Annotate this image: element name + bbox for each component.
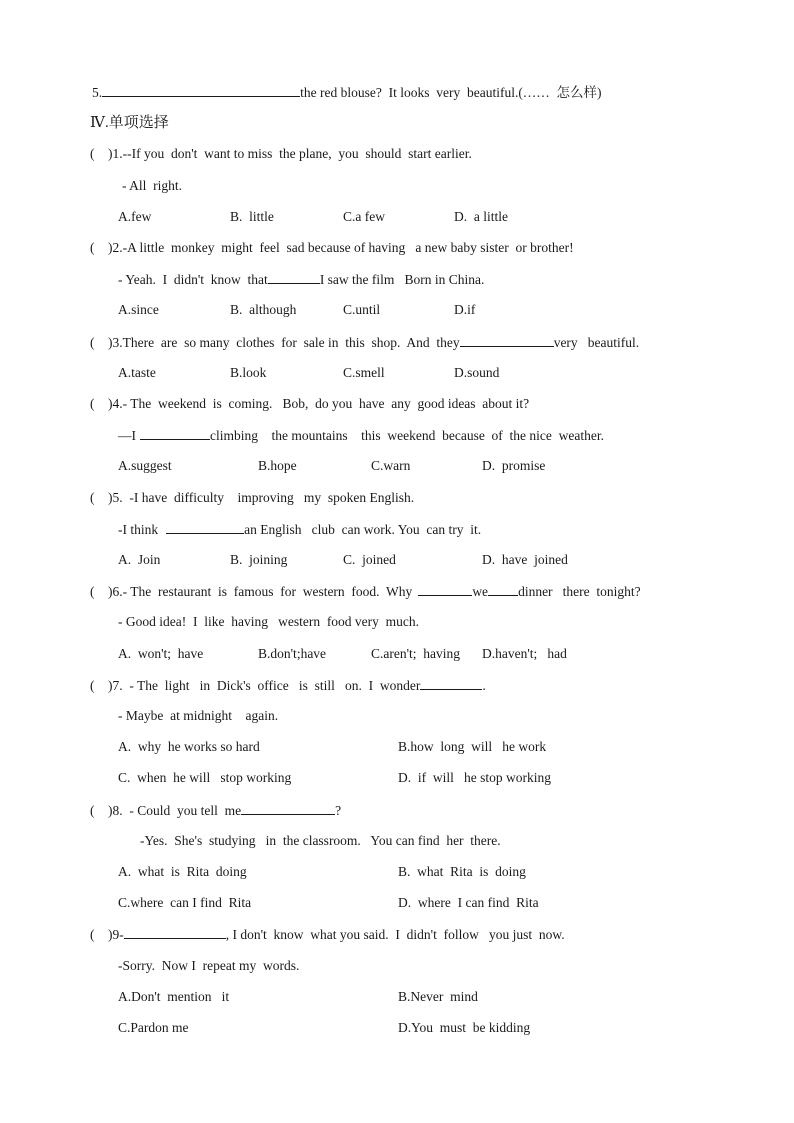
- option-d[interactable]: D.sound: [454, 365, 500, 380]
- answer-blank[interactable]: [268, 270, 320, 284]
- answer-paren[interactable]: ( ): [90, 678, 113, 693]
- answer-blank[interactable]: [418, 582, 472, 596]
- question-4-reply: [118, 426, 604, 445]
- option-d[interactable]: D.if: [454, 302, 476, 317]
- option-a[interactable]: A.taste: [118, 365, 156, 380]
- option-d[interactable]: D.You must be kidding: [398, 1020, 531, 1035]
- answer-paren[interactable]: ( ): [90, 803, 113, 818]
- question-text: 1.--If you don't want to miss the plane, you should start earlier.: [112, 146, 472, 161]
- question-text-after: .: [482, 678, 486, 693]
- section-title: Ⅳ.单项选择: [90, 115, 169, 131]
- option-a[interactable]: A. why he works so hard: [118, 739, 260, 754]
- option-b[interactable]: B.Never mind: [398, 989, 478, 1004]
- option-d[interactable]: D.haven't; had: [482, 646, 567, 661]
- question-6-reply: - Good idea! I like having western food very much.: [118, 614, 420, 629]
- question-text: 6.- The restaurant is famous for western food. Why: [112, 584, 413, 599]
- option-b[interactable]: B.don't;have: [258, 646, 327, 661]
- reply-text-after: an English club can work. You can try it.: [244, 522, 482, 537]
- option-c[interactable]: C.smell: [343, 365, 385, 380]
- option-d[interactable]: D. if will he stop working: [398, 770, 551, 785]
- question-3: [90, 333, 639, 352]
- question-9-reply: -Sorry. Now I repeat my words.: [118, 958, 300, 973]
- answer-paren[interactable]: ( ): [90, 146, 113, 161]
- q5-fill-line: [92, 83, 602, 102]
- option-d[interactable]: D. have joined: [482, 552, 568, 567]
- answer-blank[interactable]: [420, 676, 482, 690]
- question-8: [90, 801, 341, 820]
- question-text: 7. - The light in Dick's office is still on. I wonder: [112, 678, 421, 693]
- question-4: [90, 395, 529, 413]
- answer-blank[interactable]: [166, 520, 244, 534]
- question-5: [90, 489, 414, 507]
- answer-blank[interactable]: [124, 925, 226, 939]
- question-text-after: very beautiful.: [553, 335, 640, 350]
- question-text-after: , I don't know what you said. I didn't follow you just now.: [225, 927, 565, 942]
- option-c[interactable]: C.until: [343, 302, 381, 317]
- q5-number: 5.: [92, 85, 103, 100]
- question-1: [90, 145, 472, 163]
- answer-paren[interactable]: ( ): [90, 335, 113, 350]
- option-a[interactable]: A.Don't mention it: [118, 989, 230, 1004]
- question-text: 4.- The weekend is coming. Bob, do you have any good ideas about it?: [112, 396, 530, 411]
- option-c[interactable]: C.a few: [343, 209, 385, 224]
- option-d[interactable]: D. where I can find Rita: [398, 895, 539, 910]
- answer-blank[interactable]: [140, 426, 210, 440]
- option-d[interactable]: D. a little: [454, 209, 508, 224]
- option-d[interactable]: D. promise: [482, 458, 546, 473]
- reply-text: —I: [118, 428, 136, 443]
- option-c[interactable]: C.where can I find Rita: [118, 895, 252, 910]
- option-b[interactable]: B.how long will he work: [398, 739, 547, 754]
- answer-paren[interactable]: ( ): [90, 490, 113, 505]
- answer-blank[interactable]: [241, 801, 335, 815]
- option-c[interactable]: C.aren't; having: [371, 646, 461, 661]
- question-5-reply: [118, 520, 481, 539]
- option-c[interactable]: C.warn: [371, 458, 411, 473]
- option-a[interactable]: A. Join: [118, 552, 161, 567]
- question-text: 8. - Could you tell me: [112, 803, 242, 818]
- question-text: 9-: [112, 927, 124, 942]
- question-7-reply: - Maybe at midnight again.: [118, 708, 279, 723]
- option-c[interactable]: C. when he will stop working: [118, 770, 292, 785]
- reply-text: - Yeah. I didn't know that: [118, 272, 268, 287]
- answer-paren[interactable]: ( ): [90, 240, 113, 255]
- option-b[interactable]: B. little: [230, 209, 274, 224]
- question-9: [90, 925, 565, 944]
- option-a[interactable]: A. won't; have: [118, 646, 204, 661]
- answer-blank[interactable]: [102, 83, 300, 97]
- reply-text-after: I saw the film Born in China.: [319, 272, 485, 287]
- option-a[interactable]: A.few: [118, 209, 152, 224]
- question-1-reply: - All right.: [122, 178, 182, 193]
- question-text-after: dinner there tonight?: [518, 584, 641, 599]
- option-a[interactable]: A. what is Rita doing: [118, 864, 247, 879]
- option-b[interactable]: B.hope: [258, 458, 297, 473]
- question-2-reply: [118, 270, 484, 289]
- option-a[interactable]: A.suggest: [118, 458, 172, 473]
- option-b[interactable]: B. although: [230, 302, 297, 317]
- option-a[interactable]: A.since: [118, 302, 159, 317]
- question-6: [90, 582, 641, 601]
- reply-text: -I think: [118, 522, 159, 537]
- option-c[interactable]: C.Pardon me: [118, 1020, 189, 1035]
- question-text: 2.-A little monkey might feel sad because of having a new baby sister or brother!: [112, 240, 574, 255]
- question-8-reply: -Yes. She's studying in the classroom. You can find her there.: [140, 833, 501, 848]
- option-b[interactable]: B.look: [230, 365, 267, 380]
- question-text: 5. -I have difficulty improving my spoken English.: [112, 490, 415, 505]
- question-2: [90, 239, 574, 257]
- question-text-after: ?: [335, 803, 342, 818]
- option-c[interactable]: C. joined: [343, 552, 396, 567]
- question-text-mid: we: [472, 584, 489, 599]
- answer-paren[interactable]: ( ): [90, 927, 113, 942]
- option-b[interactable]: B. what Rita is doing: [398, 864, 526, 879]
- reply-text-after: climbing the mountains this weekend because of the nice weather.: [210, 428, 605, 443]
- answer-blank[interactable]: [460, 333, 554, 347]
- answer-paren[interactable]: ( ): [90, 396, 113, 411]
- option-b[interactable]: B. joining: [230, 552, 288, 567]
- answer-blank-2[interactable]: [488, 582, 518, 596]
- question-text: 3.There are so many clothes for sale in this shop. And they: [112, 335, 460, 350]
- q5-text: the red blouse? It looks very beautiful.(…… 怎么样): [300, 85, 602, 100]
- question-7: [90, 676, 486, 695]
- answer-paren[interactable]: ( ): [90, 584, 113, 599]
